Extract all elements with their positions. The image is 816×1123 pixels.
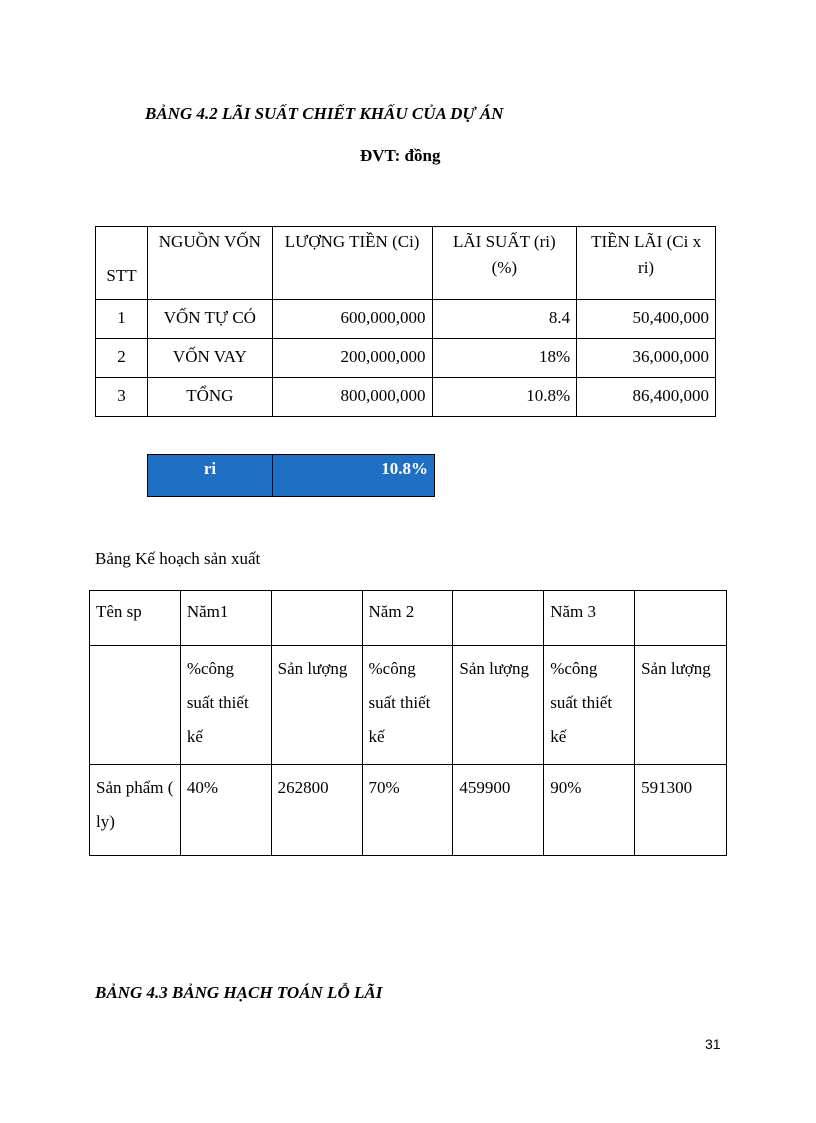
header-cell: TIỀN LÃI (Ci x ri) (577, 227, 716, 300)
ri-label: ri (148, 455, 273, 496)
table-row (96, 300, 716, 339)
table-cell (635, 591, 727, 646)
table-cell: 3 (96, 378, 148, 417)
table-row (96, 339, 716, 378)
table-cell: VỐN VAY (147, 339, 272, 378)
table-cell: 40% (180, 765, 271, 856)
ri-value: 10.8% (381, 459, 428, 478)
table-cell: Sản lượng (271, 646, 362, 765)
table-header-row (96, 227, 716, 300)
table-cell: Sản lượng (453, 646, 544, 765)
table-cell: 70% (362, 765, 453, 856)
header-cell: LÃI SUẤT (ri) (%) (432, 227, 577, 300)
table-cell: Sản lượng (635, 646, 727, 765)
table-cell: 591300 (635, 765, 727, 856)
table-cell: 200,000,000 (272, 339, 432, 378)
table-row (90, 765, 727, 856)
table-cell: Tên sp (90, 591, 181, 646)
table-cell: 459900 (453, 765, 544, 856)
table-cell: 10.8% (432, 378, 577, 417)
table-4-2-title: BẢNG 4.2 LÃI SUẤT CHIẾT KHẤU CỦA DỰ ÁN (145, 104, 504, 123)
table-cell: 90% (544, 765, 635, 856)
table-cell: %công suất thiết kế (362, 646, 453, 765)
table-cell (453, 591, 544, 646)
table-cell: 8.4 (432, 300, 577, 339)
table-cell: 600,000,000 (272, 300, 432, 339)
table-cell: 18% (432, 339, 577, 378)
currency-unit: ĐVT: đồng (360, 146, 441, 165)
table-cell: %công suất thiết kế (544, 646, 635, 765)
production-plan-title: Bảng Kế hoạch sản xuất (95, 549, 261, 568)
discount-rate-table (95, 226, 716, 417)
table-cell: 262800 (271, 765, 362, 856)
table-cell (90, 646, 181, 765)
table-cell: %công suất thiết kế (180, 646, 271, 765)
table-cell: 50,400,000 (577, 300, 716, 339)
page-number: 31 (705, 1036, 721, 1052)
table-cell (271, 591, 362, 646)
table-4-3-title: BẢNG 4.3 BẢNG HẠCH TOÁN LỖ LÃI (95, 983, 383, 1002)
table-cell: Sản phẩm ( ly) (90, 765, 181, 856)
table-cell: 86,400,000 (577, 378, 716, 417)
table-cell: Năm 2 (362, 591, 453, 646)
table-row (96, 378, 716, 417)
table-row (90, 646, 727, 765)
table-row (90, 591, 727, 646)
ri-summary-box (147, 454, 435, 497)
production-plan-table (89, 590, 727, 856)
header-cell: STT (96, 227, 148, 300)
table-cell: 800,000,000 (272, 378, 432, 417)
header-cell: LƯỢNG TIỀN (Ci) (272, 227, 432, 300)
table-cell: TỔNG (147, 378, 272, 417)
table-cell: Năm 3 (544, 591, 635, 646)
table-cell: 1 (96, 300, 148, 339)
table-cell: Năm1 (180, 591, 271, 646)
table-cell: 2 (96, 339, 148, 378)
header-cell: NGUỒN VỐN (147, 227, 272, 300)
table-cell: 36,000,000 (577, 339, 716, 378)
table-cell: VỐN TỰ CÓ (147, 300, 272, 339)
